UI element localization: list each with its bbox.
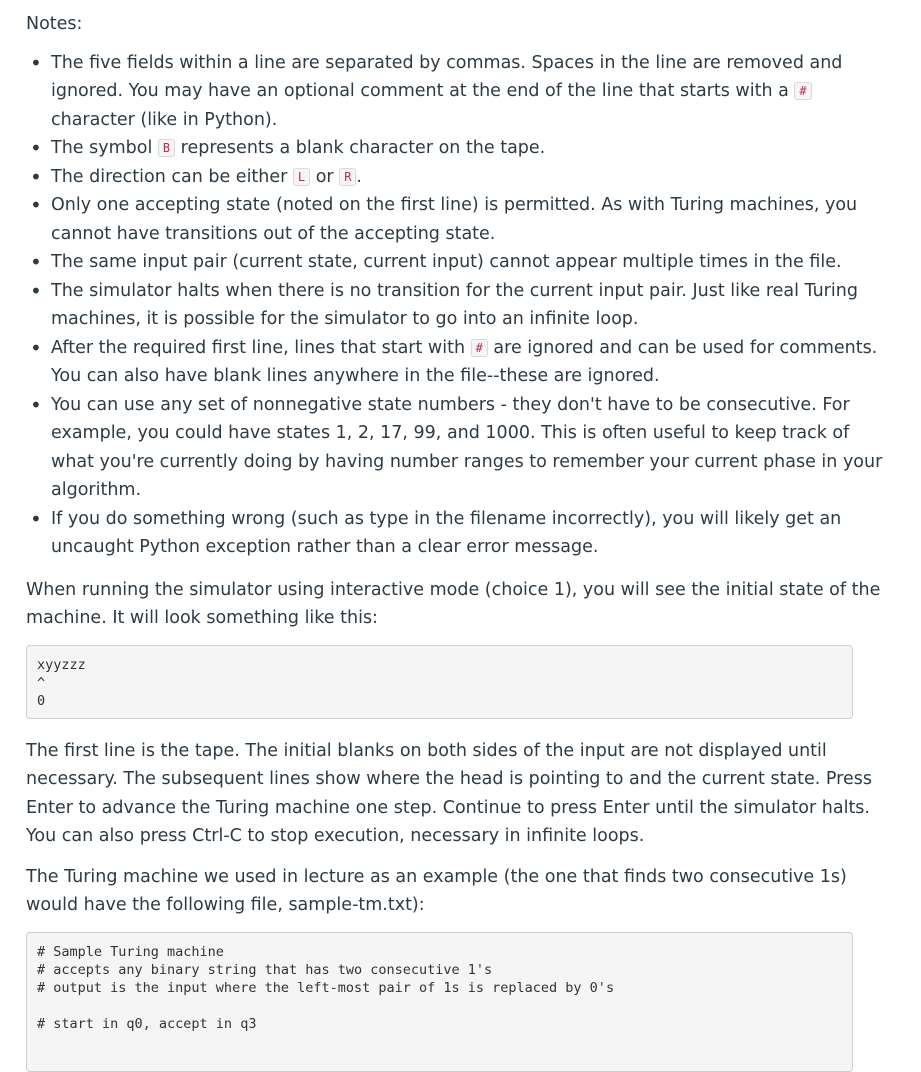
paragraph-lecture-example: The Turing machine we used in lecture as an example (the one that finds two consecutive 1s) would have the following file, sample-tm.txt): [26, 866, 847, 915]
inline-code-blank: B [158, 139, 175, 157]
bullet-text: The five fields within a line are separated by commas. Spaces in the line are removed and ignored. You may have an optional comment at the end of the line that starts with a [51, 52, 843, 101]
bullet-text: . [356, 166, 362, 187]
list-item: • Only one accepting state (noted on the first line) is permitted. As with Turing machines, you cannot have transitions out of the accepting state. [51, 191, 886, 248]
paragraph-interactive-mode: When running the simulator using interactive mode (choice 1), you will see the initial state of the machine. It will look something like this: [26, 579, 881, 628]
list-item [51, 334, 886, 391]
inline-code-left: L [293, 168, 310, 186]
notes-list [26, 49, 886, 562]
list-item [51, 49, 886, 135]
list-item: • The same input pair (current state, current input) cannot appear multiple times in the file. [51, 248, 886, 277]
list-item [51, 134, 886, 163]
bullet-text: After the required first line, lines that start with [51, 337, 471, 358]
bullet-text: character (like in Python). [51, 109, 278, 130]
list-item: • If you do something wrong (such as type in the filename incorrectly), you will likely get an uncaught Python exception rather than a clear error message. [51, 505, 886, 562]
notes-heading: Notes: [26, 14, 83, 34]
list-item: • You can use any set of nonnegative state numbers - they don't have to be consecutive. For example, you could have states 1, 2, 17, 99, and 1000. This is often useful to keep track of what you're currently doing by having number ranges to remember your current phase in your algorithm. [51, 391, 886, 505]
bullet-text: The direction can be either [51, 166, 293, 187]
list-item [51, 163, 886, 192]
inline-code-right: R [339, 168, 356, 186]
bullet-text: The symbol [51, 138, 158, 158]
inline-code-hash: # [794, 82, 811, 100]
code-block-initial-state: xyyzzz ^ 0 [26, 645, 853, 719]
bullet-text: or [310, 166, 340, 187]
inline-code-hash: # [471, 339, 488, 357]
code-block-sample-file: # Sample Turing machine # accepts any binary string that has two consecutive 1's # output is the input where the left-most pair of 1s is replaced by 0's # start in q0, accept in q3 [26, 932, 853, 1072]
paragraph-tape-explanation: The first line is the tape. The initial blanks on both sides of the input are not displayed until necessary. The subsequent lines show where the head is pointing to and the current state. Press Enter to advance the Turing machine one step. Continue to press Enter until the simulator halts. You can also press Ctrl-C to stop execution, necessary in infinite loops. [26, 740, 872, 846]
list-item: • The simulator halts when there is no transition for the current input pair. Just like real Turing machines, it is possible for the simulator to go into an infinite loop. [51, 277, 886, 334]
bullet-text: represents a blank character on the tape. [175, 138, 546, 158]
bullet-text: are ignored and can be used for comments. You can also have blank lines anywhere in the file--these are ignored. [51, 337, 878, 386]
